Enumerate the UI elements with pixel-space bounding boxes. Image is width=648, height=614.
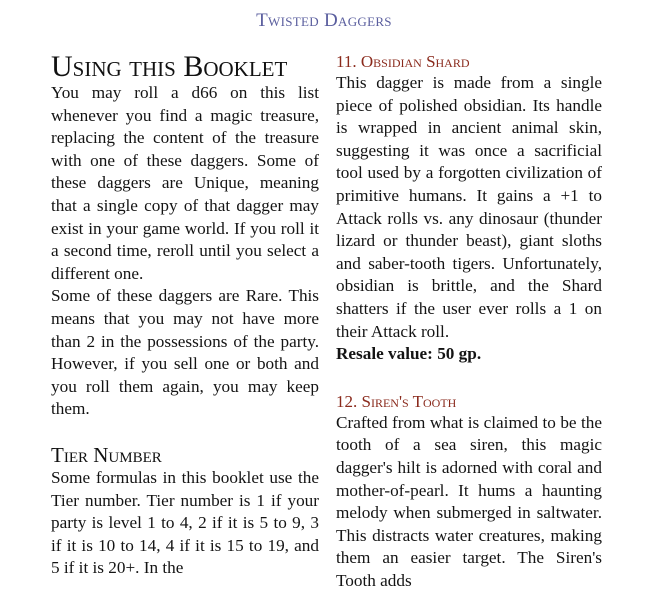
section-heading-using-booklet: Using this Booklet	[51, 50, 288, 83]
right-column	[336, 52, 602, 592]
tier-paragraph: Some formulas in this booklet use the Tier number. Tier number is 1 if your party is level 1 to 4, 2 if it is 5 to 9, 3 if it is 10 to 14, 4 if it is 15 to 19, and 5 if it is 20+. In the	[51, 467, 319, 578]
booklet-paragraph-unique: You may roll a d66 on this list whenever you find a magic treasure, replacing the content of the treasure with one of these daggers. Some of these daggers are Unique, meaning that a single copy of that dagger may exist in your game world. If you roll it a second time, reroll until you select a different one.	[51, 83, 319, 283]
item-title-sirens-tooth: 12. Siren's Tooth	[336, 391, 457, 411]
left-column	[51, 52, 319, 580]
spacer	[51, 421, 319, 443]
item-resale-obsidian-shard: Resale value: 50 gp.	[336, 344, 482, 364]
spacer	[336, 366, 602, 392]
item-body-obsidian-shard: This dagger is made from a single piece of polished obsidian. Its handle is wrapped in ancient animal skin, suggesting it was once a sacrificial tool used by a forgotten civilization of primitive humans. It gains a +1 to Attack rolls vs. any dinosaur (thunder lizard or thunder beast), giant sloths and saber-tooth tigers. Unfortunately, obsidian is brittle, and the Shard shatters if the user ever rolls a 1 on their Attack roll.	[336, 73, 602, 341]
section-heading-tier-number: Tier Number	[51, 442, 162, 467]
running-header: Twisted Daggers	[256, 10, 392, 31]
booklet-paragraph-rare: Some of these daggers are Rare. This means that you may not have more than 2 in the possessions of the party. However, if you sell one or both and you roll them again, you may keep them.	[51, 286, 319, 419]
item-title-obsidian-shard: 11. Obsidian Shard	[336, 52, 470, 71]
item-body-sirens-tooth: Crafted from what is claimed to be the tooth of a sea siren, this magic dagger's hilt is adorned with coral and mother-of-pearl. It hums a haunting melody when submerged in saltwater. This distracts water creatures, making them an easier target. The Siren's Tooth adds	[336, 412, 602, 590]
